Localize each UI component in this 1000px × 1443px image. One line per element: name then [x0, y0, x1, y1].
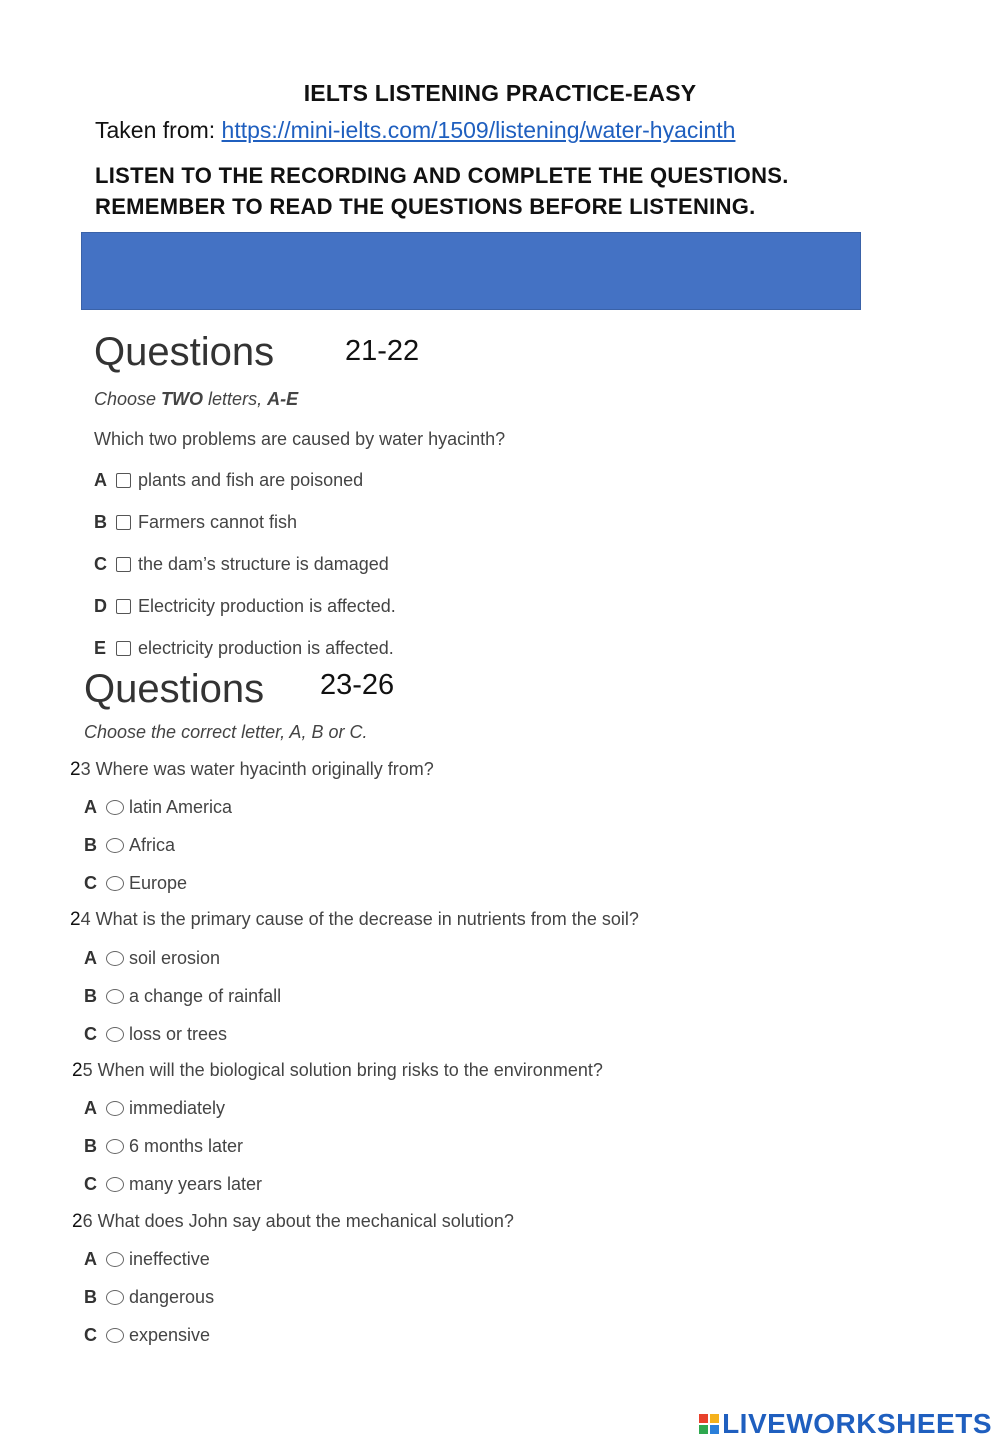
source-prefix: Taken from: [95, 117, 222, 143]
question-number-rest: 3 [80, 759, 91, 779]
question-23 [70, 759, 434, 781]
option-row[interactable] [84, 986, 281, 1007]
option-text: Europe [129, 873, 188, 893]
option-text: 6 months later [129, 1136, 244, 1156]
radio-button[interactable] [106, 1177, 124, 1192]
option-letter: A [94, 470, 107, 490]
section2-instruction: Choose the correct letter, A, B or C. [84, 722, 368, 742]
section1-instruction-mid: letters, [203, 389, 268, 409]
option-text: electricity production is affected. [138, 638, 394, 658]
section1-instruction-bold1: TWO [161, 389, 204, 409]
brand-name: LIVEWORKSHEETS [722, 1408, 992, 1439]
question-text: What does John say about the mechanical solution? [92, 1211, 514, 1231]
section1-heading: Questions [94, 330, 275, 374]
option-letter: C [84, 1174, 97, 1194]
option-text: Electricity production is affected. [138, 596, 396, 616]
option-text: a change of rainfall [129, 986, 282, 1006]
option-row[interactable] [84, 835, 175, 856]
option-row[interactable] [84, 873, 187, 894]
option-letter: B [84, 986, 97, 1006]
option-letter: A [84, 1098, 97, 1118]
checkbox[interactable] [116, 473, 131, 488]
radio-button[interactable] [106, 838, 124, 853]
option-row[interactable] [84, 797, 232, 818]
question-number-prefix: 2 [72, 1211, 83, 1232]
radio-button[interactable] [106, 951, 124, 966]
option-text: soil erosion [129, 948, 221, 968]
option-letter: B [84, 1287, 97, 1307]
option-text: plants and fish are poisoned [138, 470, 364, 490]
radio-button[interactable] [106, 1290, 124, 1305]
question-26 [72, 1211, 514, 1233]
section1-range: 21-22 [345, 335, 420, 367]
option-letter: A [84, 948, 97, 968]
question-24 [70, 909, 639, 931]
option-letter: C [84, 1024, 97, 1044]
option-text: latin America [129, 797, 233, 817]
option-text: dangerous [129, 1287, 215, 1307]
option-letter: C [84, 873, 97, 893]
checkbox[interactable] [116, 641, 131, 656]
option-text: loss or trees [129, 1024, 228, 1044]
option-text: expensive [129, 1325, 211, 1345]
question-number-rest: 5 [82, 1060, 93, 1080]
question-number-prefix: 2 [72, 1060, 83, 1081]
section1-prompt: Which two problems are caused by water hyacinth? [94, 429, 506, 449]
section1-instruction [94, 389, 298, 410]
instruction-line-2: REMEMBER TO READ THE QUESTIONS BEFORE LISTENING. [95, 194, 756, 219]
section2-range: 23-26 [320, 669, 395, 701]
question-number-rest: 6 [82, 1211, 93, 1231]
liveworksheets-logo-icon [699, 1414, 719, 1434]
question-25 [72, 1060, 603, 1082]
checkbox[interactable] [116, 557, 131, 572]
question-number-prefix: 2 [70, 909, 81, 930]
question-text: When will the biological solution bring risks to the environment? [92, 1060, 603, 1080]
checkbox[interactable] [116, 515, 131, 530]
audio-player-banner[interactable] [81, 232, 861, 310]
option-letter: C [84, 1325, 97, 1345]
question-text: What is the primary cause of the decrease in nutrients from the soil? [90, 909, 639, 929]
option-row[interactable] [94, 554, 389, 575]
radio-button[interactable] [106, 800, 124, 815]
question-number-prefix: 2 [70, 759, 81, 780]
option-letter: B [84, 1136, 97, 1156]
liveworksheets-logo[interactable] [699, 1408, 992, 1440]
option-row[interactable] [84, 1325, 210, 1346]
option-text: many years later [129, 1174, 263, 1194]
section2-heading: Questions [84, 667, 265, 711]
option-row[interactable] [84, 1249, 210, 1270]
option-text: Africa [129, 835, 176, 855]
option-letter: B [94, 512, 107, 532]
radio-button[interactable] [106, 1101, 124, 1116]
question-text: Where was water hyacinth originally from? [90, 759, 434, 779]
source-link[interactable]: https://mini-ielts.com/1509/listening/water-hyacinth [221, 117, 736, 143]
option-row[interactable] [84, 1136, 243, 1157]
option-text: the dam’s structure is damaged [138, 554, 389, 574]
option-row[interactable] [84, 1174, 262, 1195]
radio-button[interactable] [106, 1139, 124, 1154]
option-row[interactable] [84, 1098, 225, 1119]
option-row[interactable] [84, 1024, 227, 1045]
option-letter: E [94, 638, 107, 658]
source-line [95, 117, 735, 144]
radio-button[interactable] [106, 876, 124, 891]
radio-button[interactable] [106, 1252, 124, 1267]
radio-button[interactable] [106, 989, 124, 1004]
option-text: Farmers cannot fish [138, 512, 298, 532]
option-letter: A [84, 1249, 97, 1269]
option-row[interactable] [94, 512, 297, 533]
option-letter: A [84, 797, 97, 817]
option-row[interactable] [94, 638, 394, 659]
option-row[interactable] [84, 1287, 214, 1308]
option-text: ineffective [129, 1249, 210, 1269]
option-letter: C [94, 554, 107, 574]
radio-button[interactable] [106, 1027, 124, 1042]
checkbox[interactable] [116, 599, 131, 614]
worksheet-title: IELTS LISTENING PRACTICE-EASY [303, 80, 697, 106]
option-row[interactable] [84, 948, 220, 969]
option-letter: D [94, 596, 107, 616]
option-text: immediately [129, 1098, 226, 1118]
instruction-line-1: LISTEN TO THE RECORDING AND COMPLETE THE QUESTIONS. [95, 163, 789, 188]
section1-instruction-prefix: Choose [94, 389, 162, 409]
option-row[interactable] [94, 470, 363, 491]
question-number-rest: 4 [80, 909, 91, 929]
radio-button[interactable] [106, 1328, 124, 1343]
option-letter: B [84, 835, 97, 855]
option-row[interactable] [94, 596, 396, 617]
section1-instruction-bold2: A-E [267, 389, 299, 409]
